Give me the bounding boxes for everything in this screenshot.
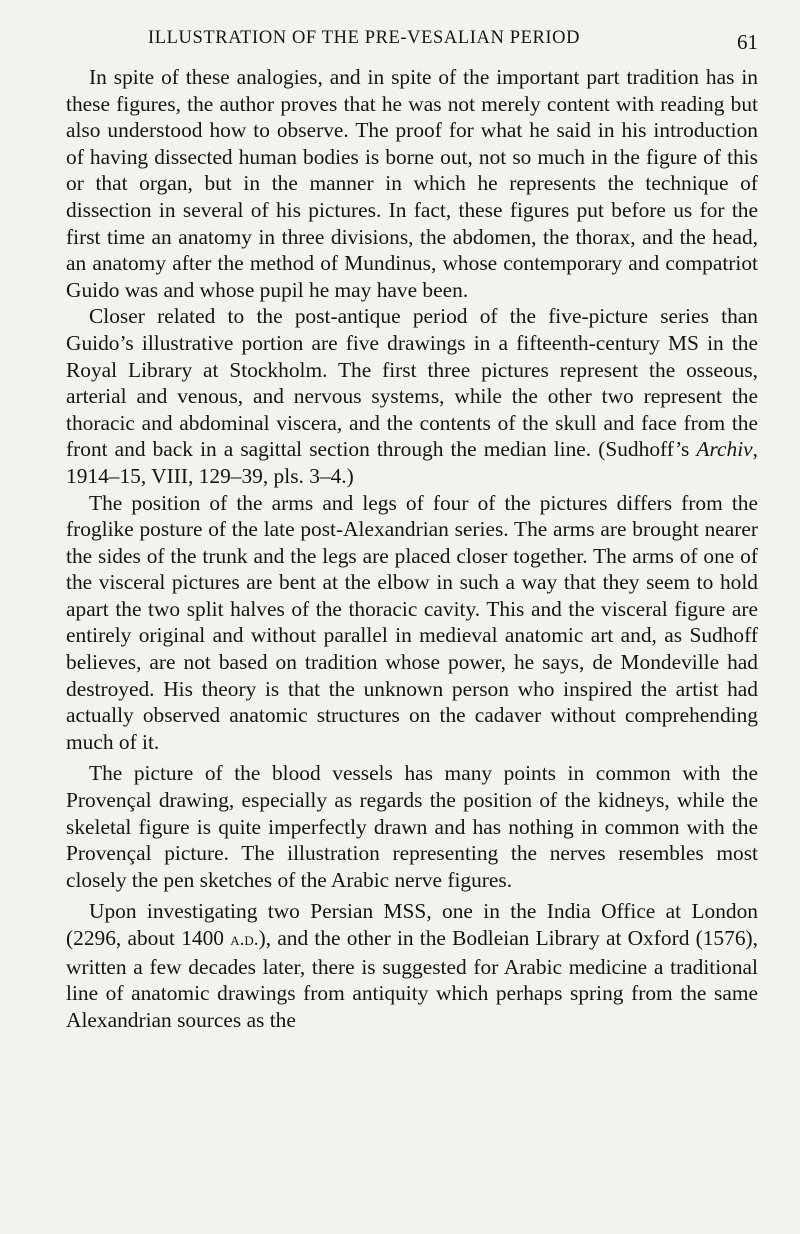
body-text [66, 64, 758, 1033]
paragraph-stockholm-ms [66, 303, 758, 489]
paragraph-persian-mss [66, 898, 758, 1033]
paragraph-analogies: In spite of these analogies, and in spite of the important part tradition has in these figures, the author proves that he was not merely content with reading but also understood how to observe. The proof for what he said in his introduction of having dissected human bodies is borne out, not so much in the figure of this or that organ, but in the manner in which he represents the technique of dissection in several of his pictures. In fact, these figures put before us for the first time an anatomy in three divisions, the abdomen, the thorax, and the head, an anatomy after the method of Mundinus, whose contemporary and compatriot Guido was and whose pupil he may have been. [66, 65, 758, 302]
paragraph-blood-vessels: The picture of the blood vessels has many points in common with the Provençal drawing, especially as regards the position of the kidneys, while the skeletal figure is quite imperfectly drawn and has nothing in common with the Provençal picture. The illustration representing the nerves resembles most closely the pen sketches of the Arabic nerve figures. [66, 761, 758, 892]
paragraph-stockholm-ms-citation: , 1914–15, VIII, 129–39, pls. 3–4.) [66, 437, 758, 488]
paragraph-stockholm-ms-text: Closer related to the post-antique period of the five-picture series than Guido’s illustrative portion are five drawings in a fifteenth-century MS in the Royal Library at Stockholm. The first three pictures represent the osseous, arterial and venous, and nervous systems, while the other two represent the thoracic and abdominal viscera, and the contents of the skull and face from the front and back in a sagittal section through the median line. (Sudhoff’s [66, 304, 758, 462]
paragraph-persian-mss-continuation: ), and the other in the Bodleian Library at Oxford (1576), written a few decades later, there is suggested for Arabic medicine a traditional line of anatomic drawings from antiquity which perhaps spring from the same Alexandrian sources as the [66, 926, 758, 1032]
running-head-title: ILLUSTRATION OF THE PRE-VESALIAN PERIOD [148, 28, 581, 48]
paragraph-posture: The position of the arms and legs of four of the pictures differs from the froglike posture of the late post-Alexandrian series. The arms are brought nearer the sides of the trunk and the legs are placed closer together. The arms of one of the visceral pictures are bent at the elbow in such a way that they seem to hold apart the two split halves of the thoracic cavity. This and the visceral figure are entirely original and without parallel in medieval anatomic art and, as Sudhoff believes, are not based on tradition whose power, he says, de Mondeville had destroyed. His theory is that the unknown person who inspired the artist had actually observed anatomic structures on the cadaver without comprehending much of it. [66, 490, 758, 754]
archiv-italic-title: Archiv [696, 437, 753, 462]
anno-domini-small-caps: a.d. [230, 929, 259, 950]
running-head [66, 24, 758, 64]
paragraph-persian-mss-text: Upon investigating two Persian MSS, one in the India Office at London (2296, about 1400 [66, 899, 758, 950]
page-number: 61 [737, 30, 758, 54]
